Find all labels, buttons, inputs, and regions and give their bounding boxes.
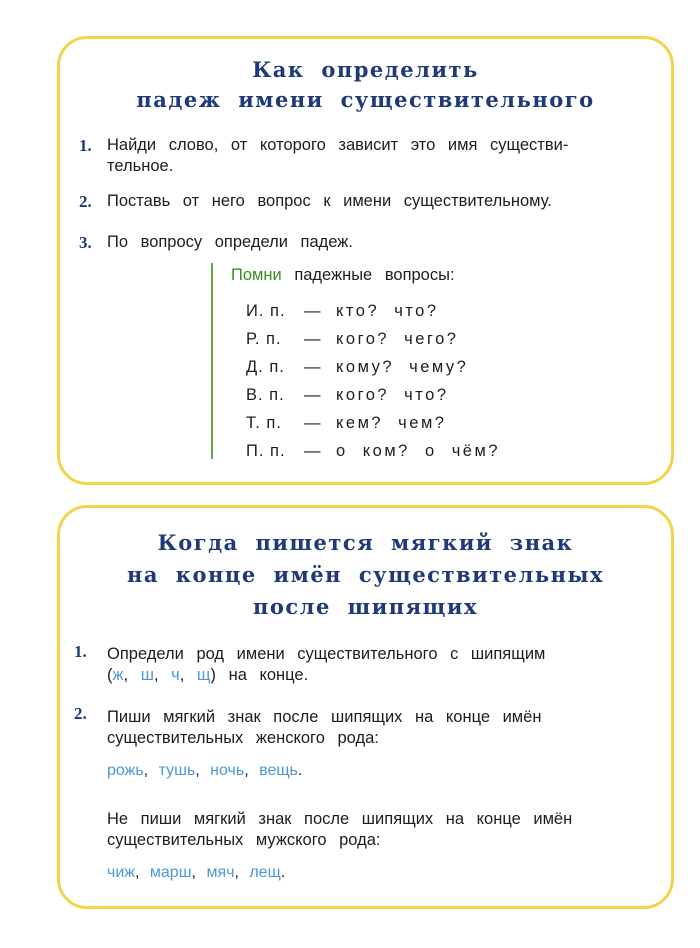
step-text-cont: (ж, ш, ч, щ) на конце. [107,666,309,684]
paren-close: ) на конце. [210,666,309,684]
example-word: чиж [107,864,135,881]
paren-open: ( [107,666,113,684]
card-title-line3: после шипящих [253,594,478,619]
card-title-line1: Когда пишется мягкий знак [157,530,574,555]
step-number: 2. [74,704,87,723]
case-questions: кем? чем? [336,414,447,432]
reminder-bar [211,263,213,459]
case-dash: — [304,442,321,460]
step-number: 2. [79,192,92,211]
reminder-line [231,265,455,286]
example-word: ночь [210,762,245,779]
negative-rule-text-cont: существительных мужского рода: [107,831,381,849]
step-text: Определи род имени существительного с шипящим [107,645,546,663]
negative-rule-text: Не пиши мягкий знак после шипящих на конце имён [107,810,573,828]
step-number: 3. [79,233,92,252]
feminine-examples: рожь, тушь, ночь, вещь. [107,762,303,779]
soft-sign-rule-card [57,505,674,909]
step-number: 1. [74,642,87,661]
step-text-cont: тельное. [107,157,174,175]
letter-shch: щ [196,666,211,684]
card-title-line1: Как определить [252,57,479,82]
case-row-nominative [246,301,439,321]
case-row-accusative [246,385,449,405]
case-dash: — [304,358,321,376]
step-number: 1. [79,136,92,155]
case-questions: кого? чего? [336,330,459,348]
case-abbr: Р. п. [246,330,282,348]
case-questions: о ком? о чём? [336,442,500,460]
letter-sh: ш [140,666,154,684]
case-dash: — [304,330,321,348]
reminder-lead: Помни [231,266,282,284]
reminder-rest: падежные вопросы: [294,266,455,284]
masculine-examples: чиж, марш, мяч, лещ. [107,864,286,881]
case-abbr: П. п. [246,442,286,460]
example-word: рожь [107,762,144,779]
case-rule-card [57,36,674,485]
case-row-genitive [246,329,458,349]
step-text: По вопросу определи падеж. [107,233,353,251]
card-title-line2: падеж имени существительного [136,87,595,112]
step-text: Пиши мягкий знак после шипящих на конце имён [107,708,542,726]
case-row-dative [246,357,468,377]
example-word: марш [149,864,192,881]
case-dash: — [304,414,321,432]
step-text: Поставь от него вопрос к имени существительному. [107,192,552,210]
example-word: мяч [206,864,235,881]
case-abbr: И. п. [246,302,286,320]
letter-ch: ч [171,666,180,684]
case-dash: — [304,302,321,320]
case-dash: — [304,386,321,404]
case-questions: кого? что? [336,386,449,404]
case-row-prepositional [246,441,500,461]
case-abbr: В. п. [246,386,285,404]
case-questions: кто? что? [336,302,439,320]
step-text: Найди слово, от которого зависит это имя существи- [107,136,569,154]
step-text-cont: существительных женского рода: [107,729,379,747]
example-word: тушь [158,762,196,779]
case-abbr: Т. п. [246,414,282,432]
case-questions: кому? чему? [336,358,469,376]
case-abbr: Д. п. [246,358,285,376]
card-title-line2: на конце имён существительных [126,562,605,587]
case-row-instrumental [246,413,446,433]
letter-zh: ж [112,666,124,684]
example-word: лещ [249,864,281,881]
example-word: вещь [259,762,298,779]
